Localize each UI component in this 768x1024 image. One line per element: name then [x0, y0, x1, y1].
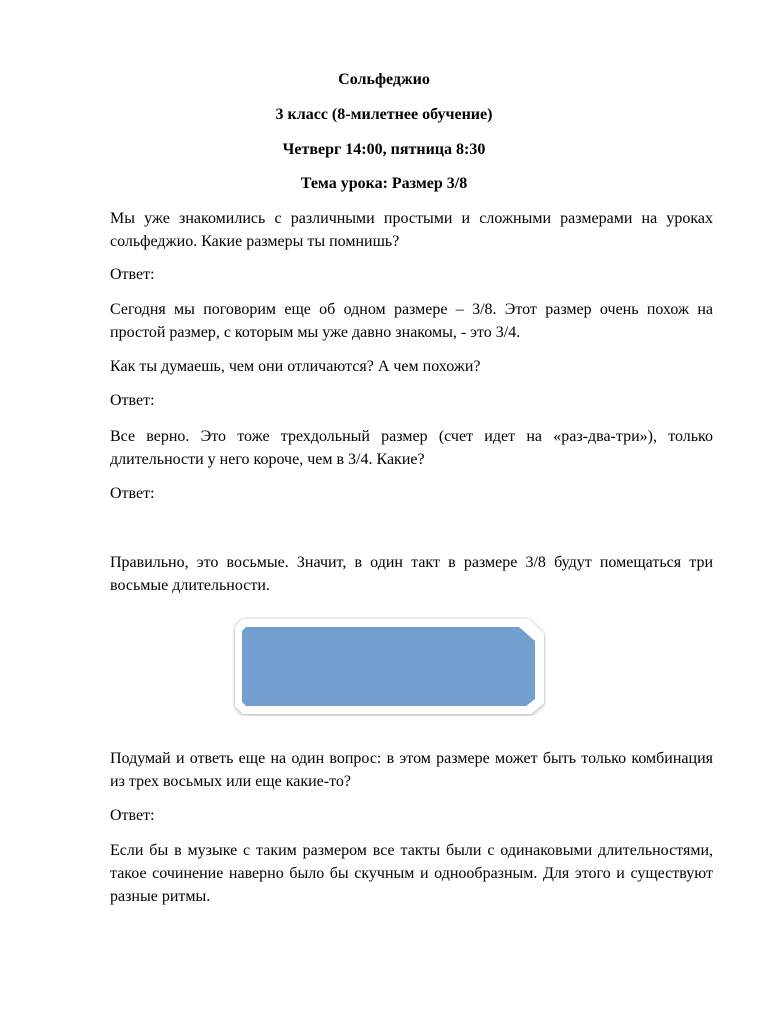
paragraph-intro: Мы уже знакомились с различными простыми и сложными размерами на уроках сольфеджио. Какие размеры ты помнишь? [110, 210, 713, 250]
shape-fill [242, 627, 535, 706]
subject-heading: Сольфеджио [338, 71, 430, 88]
topic-heading: Тема урока: Размер 3/8 [300, 175, 468, 192]
paragraph-question: Подумай и ответь еще на один вопрос: в этом размере может быть только комбинация из трех восьмых или еще какие-то? [110, 750, 713, 790]
answer-label-1: Ответ: [110, 266, 155, 283]
schedule-heading: Четверг 14:00, пятница 8:30 [282, 141, 486, 158]
grade-heading: 3 класс (8-милетнее обучение) [275, 106, 493, 123]
blue-shape-box [233, 617, 546, 716]
question-difference: Как ты думаешь, чем они отличаются? А чем похожи? [110, 358, 481, 375]
answer-label-3: Ответ: [110, 485, 155, 502]
paragraph-eighths: Правильно, это восьмые. Значит, в один такт в размере 3/8 будут помещаться три восьмые длительности. [110, 554, 713, 594]
answer-label-4: Ответ: [110, 807, 155, 824]
paragraph-today: Сегодня мы поговорим еще об одном размере – 3/8. Этот размер очень похож на простой размер, с которым мы уже давно знакомы, - это 3/4. [110, 301, 713, 341]
paragraph-durations: Все верно. Это тоже трехдольный размер (счет идет на «раз-два-три»), только длительности у него короче, чем в 3/4. Какие? [110, 428, 713, 468]
answer-label-2: Ответ: [110, 392, 155, 409]
paragraph-conclusion: Если бы в музыке с таким размером все такты были с одинаковыми длительностями, такое сочинение наверно было бы скучным и однообразным. Для этого и существуют разные ритмы. [110, 842, 713, 905]
